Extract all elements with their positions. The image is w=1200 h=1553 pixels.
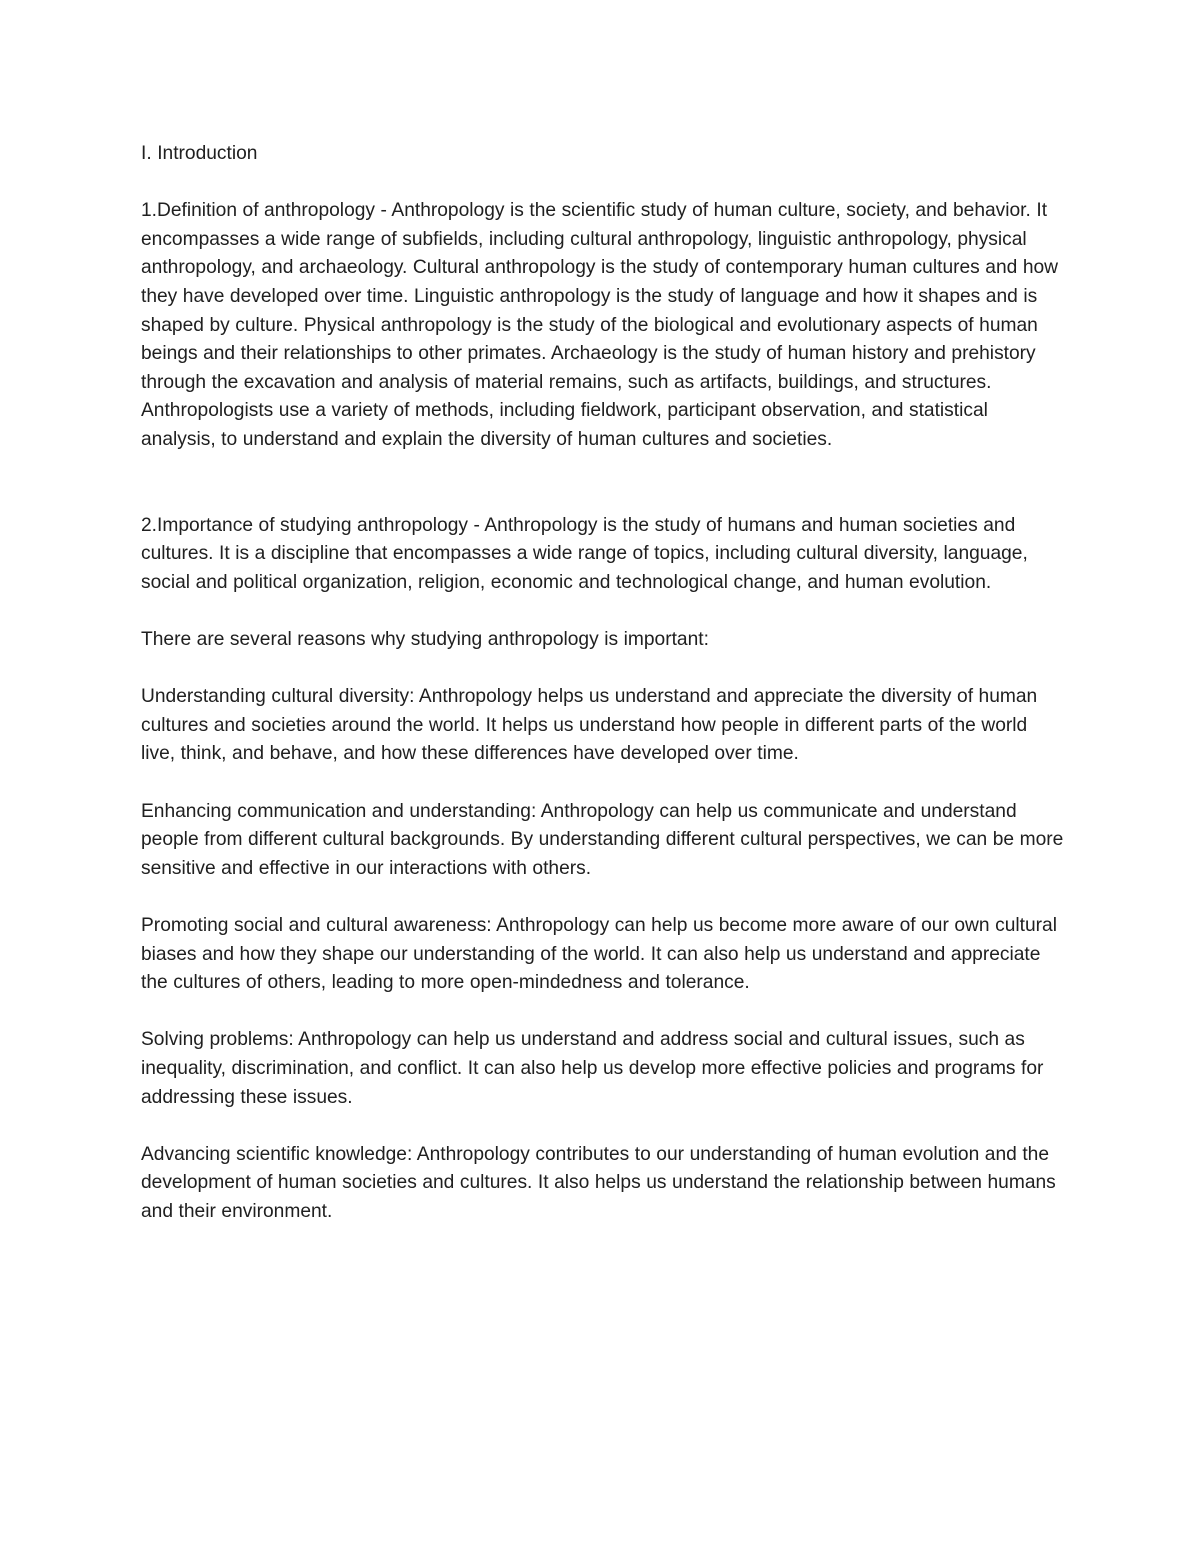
spacer <box>141 169 1066 198</box>
spacer <box>141 998 1066 1027</box>
paragraph-reason-communication: Enhancing communication and understanding: Anthropology can help us communicate and understand people from different cultural backgrounds. By understanding different cultural perspectives, we can be more sensitive and effective in our interactions with others. <box>141 800 1064 879</box>
spacer <box>141 769 1066 798</box>
paragraph-importance: 2.Importance of studying anthropology - Anthropology is the study of humans and human societies and cultures. It is a discipline that encompasses a wide range of topics, including cultural diversity, language, social and political organization, religion, economic and technological change, and human evolution. <box>141 514 1028 593</box>
spacer <box>141 598 1066 627</box>
document-body <box>141 140 1066 1227</box>
spacer <box>141 1112 1066 1141</box>
paragraph-reasons-intro: There are several reasons why studying anthropology is important: <box>141 629 709 651</box>
paragraph-reason-solving-problems: Solving problems: Anthropology can help us understand and address social and cultural issues, such as inequality, discrimination, and conflict. It can also help us develop more effective policies and programs for addressing these issues. <box>141 1029 1044 1108</box>
paragraph-reason-cultural-diversity: Understanding cultural diversity: Anthropology helps us understand and appreciate the diversity of human cultures and societies around the world. It helps us understand how people in different parts of the world live, think, and behave, and how these differences have developed over time. <box>141 686 1038 765</box>
spacer <box>141 655 1066 684</box>
paragraph-reason-scientific-knowledge: Advancing scientific knowledge: Anthropology contributes to our understanding of human evolution and the development of human societies and cultures. It also helps us understand the relationship between humans and their environment. <box>141 1143 1056 1222</box>
paragraph-definition: 1.Definition of anthropology - Anthropology is the scientific study of human culture, society, and behavior. It encompasses a wide range of subfields, including cultural anthropology, linguistic anthropology, physical anthropology, and archaeology. Cultural anthropology is the study of contemporary human cultures and how they have developed over time. Linguistic anthropology is the study of language and how it shapes and is shaped by culture. Physical anthropology is the study of the biological and evolutionary aspects of human beings and their relationships to other primates. Archaeology is the study of human history and prehistory through the excavation and analysis of material remains, such as artifacts, buildings, and structures. Anthropologists use a variety of methods, including fieldwork, participant observation, and statistical analysis, to understand and explain the diversity of human cultures and societies. <box>141 200 1059 450</box>
paragraph-reason-awareness: Promoting social and cultural awareness: Anthropology can help us become more aware of our own cultural biases and how they shape our understanding of the world. It can also help us understand and appreciate the cultures of others, leading to more open-mindedness and tolerance. <box>141 915 1057 994</box>
spacer <box>141 455 1066 512</box>
spacer <box>141 883 1066 912</box>
section-heading: I. Introduction <box>141 143 258 164</box>
